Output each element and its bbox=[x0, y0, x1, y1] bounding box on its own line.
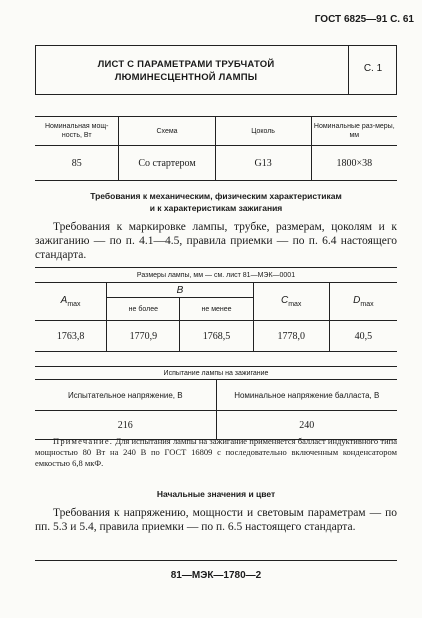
note-label: Примечание. bbox=[53, 436, 114, 446]
value-ballast-voltage: 240 bbox=[216, 411, 397, 440]
col-a-max bbox=[35, 283, 107, 321]
dimensions-caption: Размеры лампы, мм — см. лист 81—МЭК—0001 bbox=[35, 268, 397, 283]
sheet-code: С. 1 bbox=[363, 63, 383, 74]
table1-header-cap: Цоколь bbox=[215, 117, 311, 146]
footer-sheet-id: 81—МЭК—1780—2 bbox=[170, 570, 262, 581]
b-label: B bbox=[176, 284, 184, 296]
table1-header-power: Номинальная мощ-ность, Вт bbox=[35, 117, 119, 146]
sheet-title-line2: ЛЮМИНЕСЦЕНТНОЙ ЛАМПЫ bbox=[114, 72, 258, 83]
col-c-max bbox=[253, 283, 329, 321]
lamp-parameters-table bbox=[35, 116, 397, 181]
standard-header: ГОСТ 6825—91 С. 61 bbox=[314, 14, 414, 25]
section1-title-line1: Требования к механическим, физическим характеристикам bbox=[90, 191, 342, 201]
sheet-title-box bbox=[35, 45, 397, 95]
table1-value-cap: G13 bbox=[215, 146, 311, 181]
table1-value-dimensions: 1800×38 bbox=[311, 146, 397, 181]
header-ballast-voltage: Номинальное напряжение балласта, В bbox=[216, 380, 397, 411]
a-sub: max bbox=[67, 301, 81, 308]
value-c-max: 1778,0 bbox=[253, 321, 329, 352]
header-test-voltage: Испытательное напряжение, В bbox=[35, 380, 216, 411]
table1-header-dimensions: Номинальные раз-меры, мм bbox=[311, 117, 397, 146]
value-b-max: 1770,9 bbox=[107, 321, 180, 352]
section2-title: Начальные значения и цвет bbox=[156, 489, 276, 499]
col-b-max: не более bbox=[107, 298, 180, 321]
section1-title bbox=[35, 190, 397, 214]
col-b bbox=[107, 283, 253, 298]
sheet-title-line1: ЛИСТ С ПАРАМЕТРАМИ ТРУБЧАТОЙ bbox=[97, 59, 275, 70]
table1-header-scheme: Схема bbox=[119, 117, 215, 146]
table1-value-scheme: Со стартером bbox=[119, 146, 215, 181]
d-sub: max bbox=[360, 301, 374, 308]
table1-value-power: 85 bbox=[71, 157, 82, 169]
section1-text: Требования к маркировке лампы, трубке, размерам, цоколям и к зажиганию — по п. 4.1—4.5, правила приемки — по п. 6.4 настоящего стандарта. bbox=[35, 221, 397, 261]
note-text: Для испытания лампы на зажигание применяется балласт индуктивного типа мощностью 80 Вт на 240 В по ГОСТ 16809 с последовательно включенным конденсатором емкостью 6,8 мкФ. bbox=[35, 436, 397, 468]
d-label: D bbox=[353, 295, 361, 306]
note bbox=[35, 436, 397, 469]
section2-text: Требования к напряжению, мощности и световым параметрам — по пп. 5.3 и 5.4, правила приемки — по п. 6.5 настоящего стандарта. bbox=[35, 507, 397, 533]
sheet-title bbox=[36, 58, 336, 84]
value-a-max: 1763,8 bbox=[35, 321, 107, 352]
ignition-test-table bbox=[35, 366, 397, 440]
section1-title-line2: и к характеристикам зажигания bbox=[149, 203, 283, 213]
col-b-min: не менее bbox=[180, 298, 253, 321]
value-d-max: 40,5 bbox=[329, 321, 397, 352]
value-test-voltage: 216 bbox=[117, 419, 133, 431]
c-label: C bbox=[280, 295, 289, 306]
ignition-caption: Испытание лампы на зажигание bbox=[35, 367, 397, 380]
value-b-min: 1768,5 bbox=[180, 321, 253, 352]
lamp-dimensions-table bbox=[35, 267, 397, 352]
c-sub: max bbox=[288, 301, 302, 308]
col-d-max bbox=[329, 283, 397, 321]
footer-divider bbox=[35, 560, 397, 561]
a-label: A bbox=[60, 295, 68, 306]
